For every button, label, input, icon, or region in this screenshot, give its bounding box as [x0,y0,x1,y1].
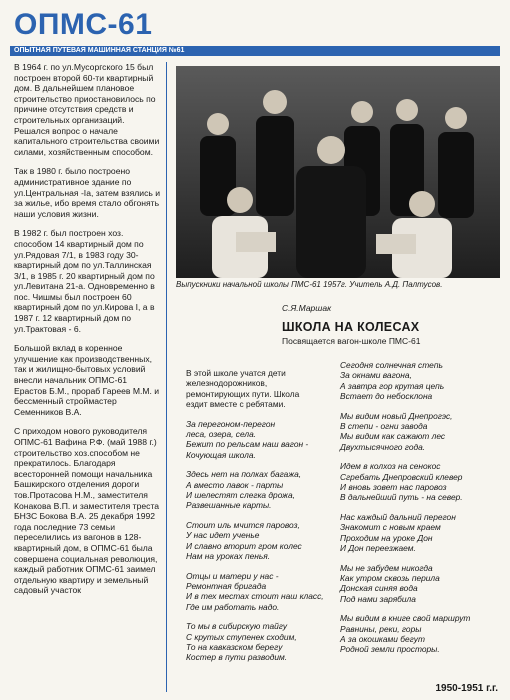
poem-stanza: То мы в сибирскую тайгу С крутых ступенек сходим, То на кавказском берегу Костер в пути разводим. [186,621,297,663]
poem-stanza: Здесь нет на полках багажа, А вместо лавок - парты И шелестят слегка дрожа, Развешанные карты. [186,469,302,511]
poem-left-column [186,368,336,672]
paragraph: Так в 1980 г. было построено административное здание по ул.Центральная -Iа, затем взялись и за жилье, ибо время стало обгонять наши условия жизни. [14,166,161,219]
poem-stanza: Стоит иль мчится паровоз, У нас идет ученье И славно вторит гром колес Нам на уроках пенья. [186,519,302,562]
poem-stanza: Сегодня солнечная степь За окнами вагона, А завтра гор крутая цепь Встает до небосклона [340,360,445,402]
masthead [10,8,500,56]
poem-stanza: Мы не забудем никогда Как утром сквозь перила Донская синяя вода Под нами зарябила [340,562,440,604]
poem-stanza: Нас каждый дальний перегон Знакомит с новым краем Проходим на уроке Дон И Дон переезжаем. [340,511,456,554]
photo-caption: Выпускники начальной школы ПМС-61 1957г. Учитель А.Д. Палтусов. [176,280,443,289]
paragraph: В 1982 г. был построен хоз. способом 14 квартирный дом по ул.Рядовая 7/1, в 1983 году 30-квартирный дом по ул.Таллинская 3/1, в 1985 г. 20 квартирный дом по ул.Левитана 21-а. Одновременно в пос. Чишмы был построен 60 квартирный дом по ул.Кирова I, а в 1987 г. 12 квартирный дом по ул.Трактовая - 6. [14,228,155,334]
poem-author: С.Я.Маршак [282,303,332,313]
poem-years: 1950-1951 г.г. [435,683,498,694]
paragraph: С приходом нового руководителя ОПМС-61 Вафина Р.Ф. (май 1988 г.) строительство хоз.способом не прекратилось. Благодаря всесторонней помощи начальника Башкирского отделения дороги тов.Протасова Н.М., заместителя Конакова В.П. и заместителя треста БНЗС Бокова В.А. 25 декабря 1992 года последние 73 семьи переселились из вагонов в 128-квартирный дом, в ОПМС-61 была совершена социальная революция, каждый работник ОПМС-61 заимел отдельную квартиру и земельный садовый участок [14,426,160,596]
poem-stanza: Мы видим новый Днепрогэс, В степи - огни завода Мы видим как сажают лес Двухтысячного года. [340,410,453,452]
poem-stanza: Отцы и матери у нас - Ремонтная бригада И в тех местах стоит наш класс, Где им работать надо. [186,570,324,612]
column-divider [166,62,167,692]
poem-intro: В этой школе учатся дети железнодорожников, ремонтирующих пути. Школа ездит вместе с ребятами. [186,368,300,410]
poem-title: ШКОЛА НА КОЛЕСАХ [282,320,420,334]
subtitle-text: ОПЫТНАЯ ПУТЕВАЯ МАШИННАЯ СТАНЦИЯ №61 [14,47,185,54]
class-photo [176,66,500,278]
poem-dedication: Посвящается вагон-школе ПМС-61 [282,336,421,346]
poem-stanza: Идем в колхоз на сенокос Сгребать Днепровский клевер И вновь зовет нас паровоз В дальнейший путь - на север. [340,461,463,503]
poem-stanza: Мы видим в книге свой маршрут Равнины, реки, горы А за окошками бегут Родной земли просторы. [340,613,471,655]
paragraph: Большой вклад в коренное улучшение как производственных, так и жилищно-бытовых условий внесли начальник ОПМС-61 Ерастов Б.М., прораб Гареев М.М. и бессменный строймастер Семенников В.А. [14,343,160,417]
logo: ОПМС-61 [14,8,153,41]
poem-right-column [340,360,500,664]
paragraph: В 1964 г. по ул.Мусоргского 15 был построен второй 60-ти квартирный дом. В дальнейшем плановое строительство приостановилось по причине отсутствия средств и строительных организаций. Решался вопрос о начале капитального строительства своими силами, хозяйственным способом. [14,62,160,157]
photo-illustration [176,66,500,278]
left-column [14,62,162,605]
subtitle-bar [10,46,500,56]
poem-stanza: За перегоном-перегон леса, озера, села. Бежит по рельсам наш вагон - Кочующая школа. [186,418,309,460]
